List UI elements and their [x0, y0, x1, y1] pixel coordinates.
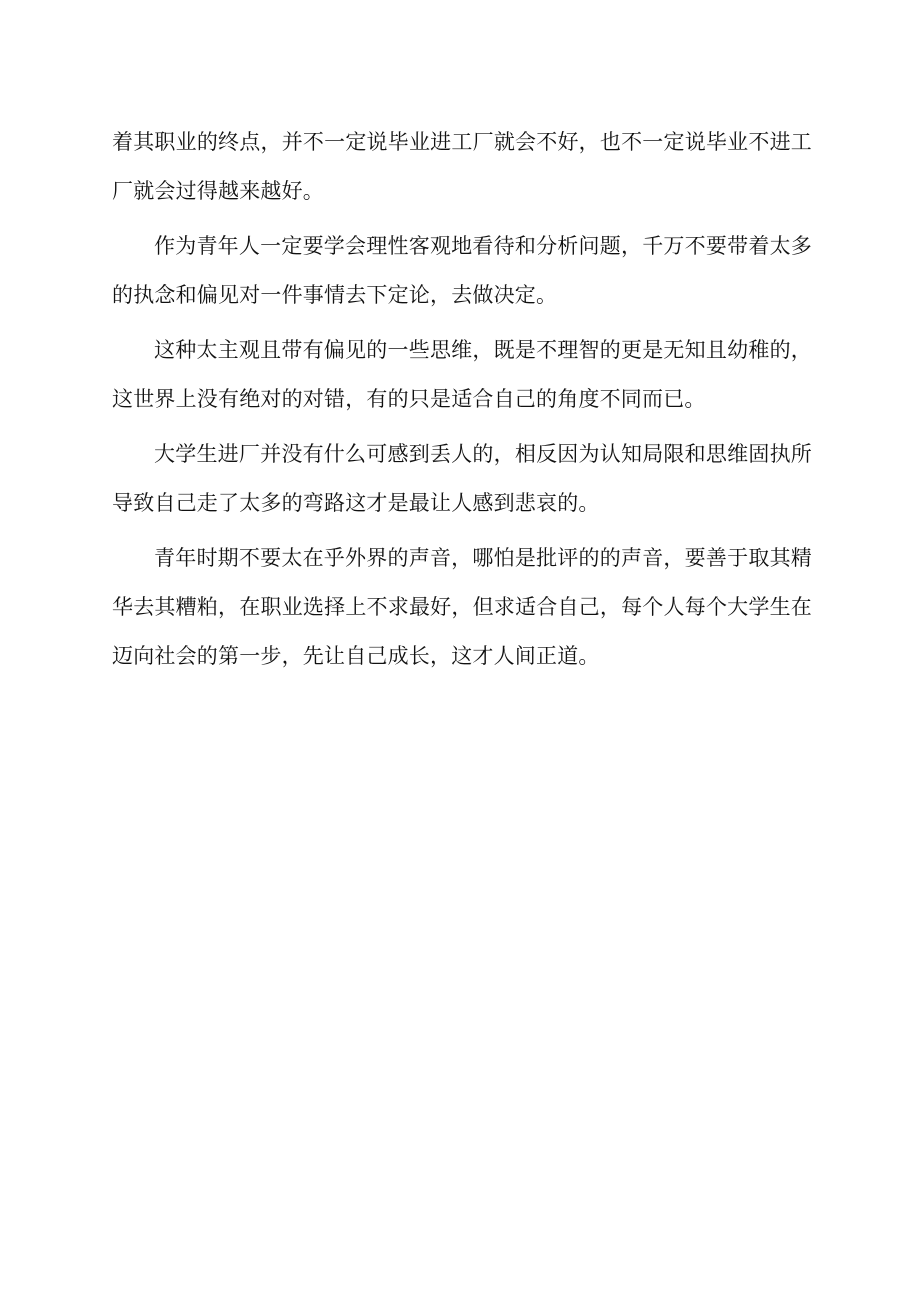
paragraph-rational-thinking: 作为青年人一定要学会理性客观地看待和分析问题，千万不要带着太多的执念和偏见对一件事情去下定论，去做决定。	[112, 234, 812, 307]
document-body	[112, 118, 812, 681]
paragraph-graduates-factory: 大学生进厂并没有什么可感到丢人的，相反因为认知局限和思维固执所导致自己走了太多的弯路这才是最让人感到悲哀的。	[112, 442, 812, 515]
paragraph-continuation: 着其职业的终点，并不一定说毕业进工厂就会不好，也不一定说毕业不进工厂就会过得越来越好。	[112, 130, 812, 203]
paragraph-subjective-bias: 这种太主观且带有偏见的一些思维，既是不理智的更是无知且幼稚的，这世界上没有绝对的对错，有的只是适合自己的角度不同而已。	[112, 338, 812, 411]
paragraph-youth-advice: 青年时期不要太在乎外界的声音，哪怕是批评的的声音，要善于取其精华去其糟粕，在职业选择上不求最好，但求适合自己，每个人每个大学生在迈向社会的第一步，先让自己成长，这才人间正道。	[112, 546, 812, 668]
